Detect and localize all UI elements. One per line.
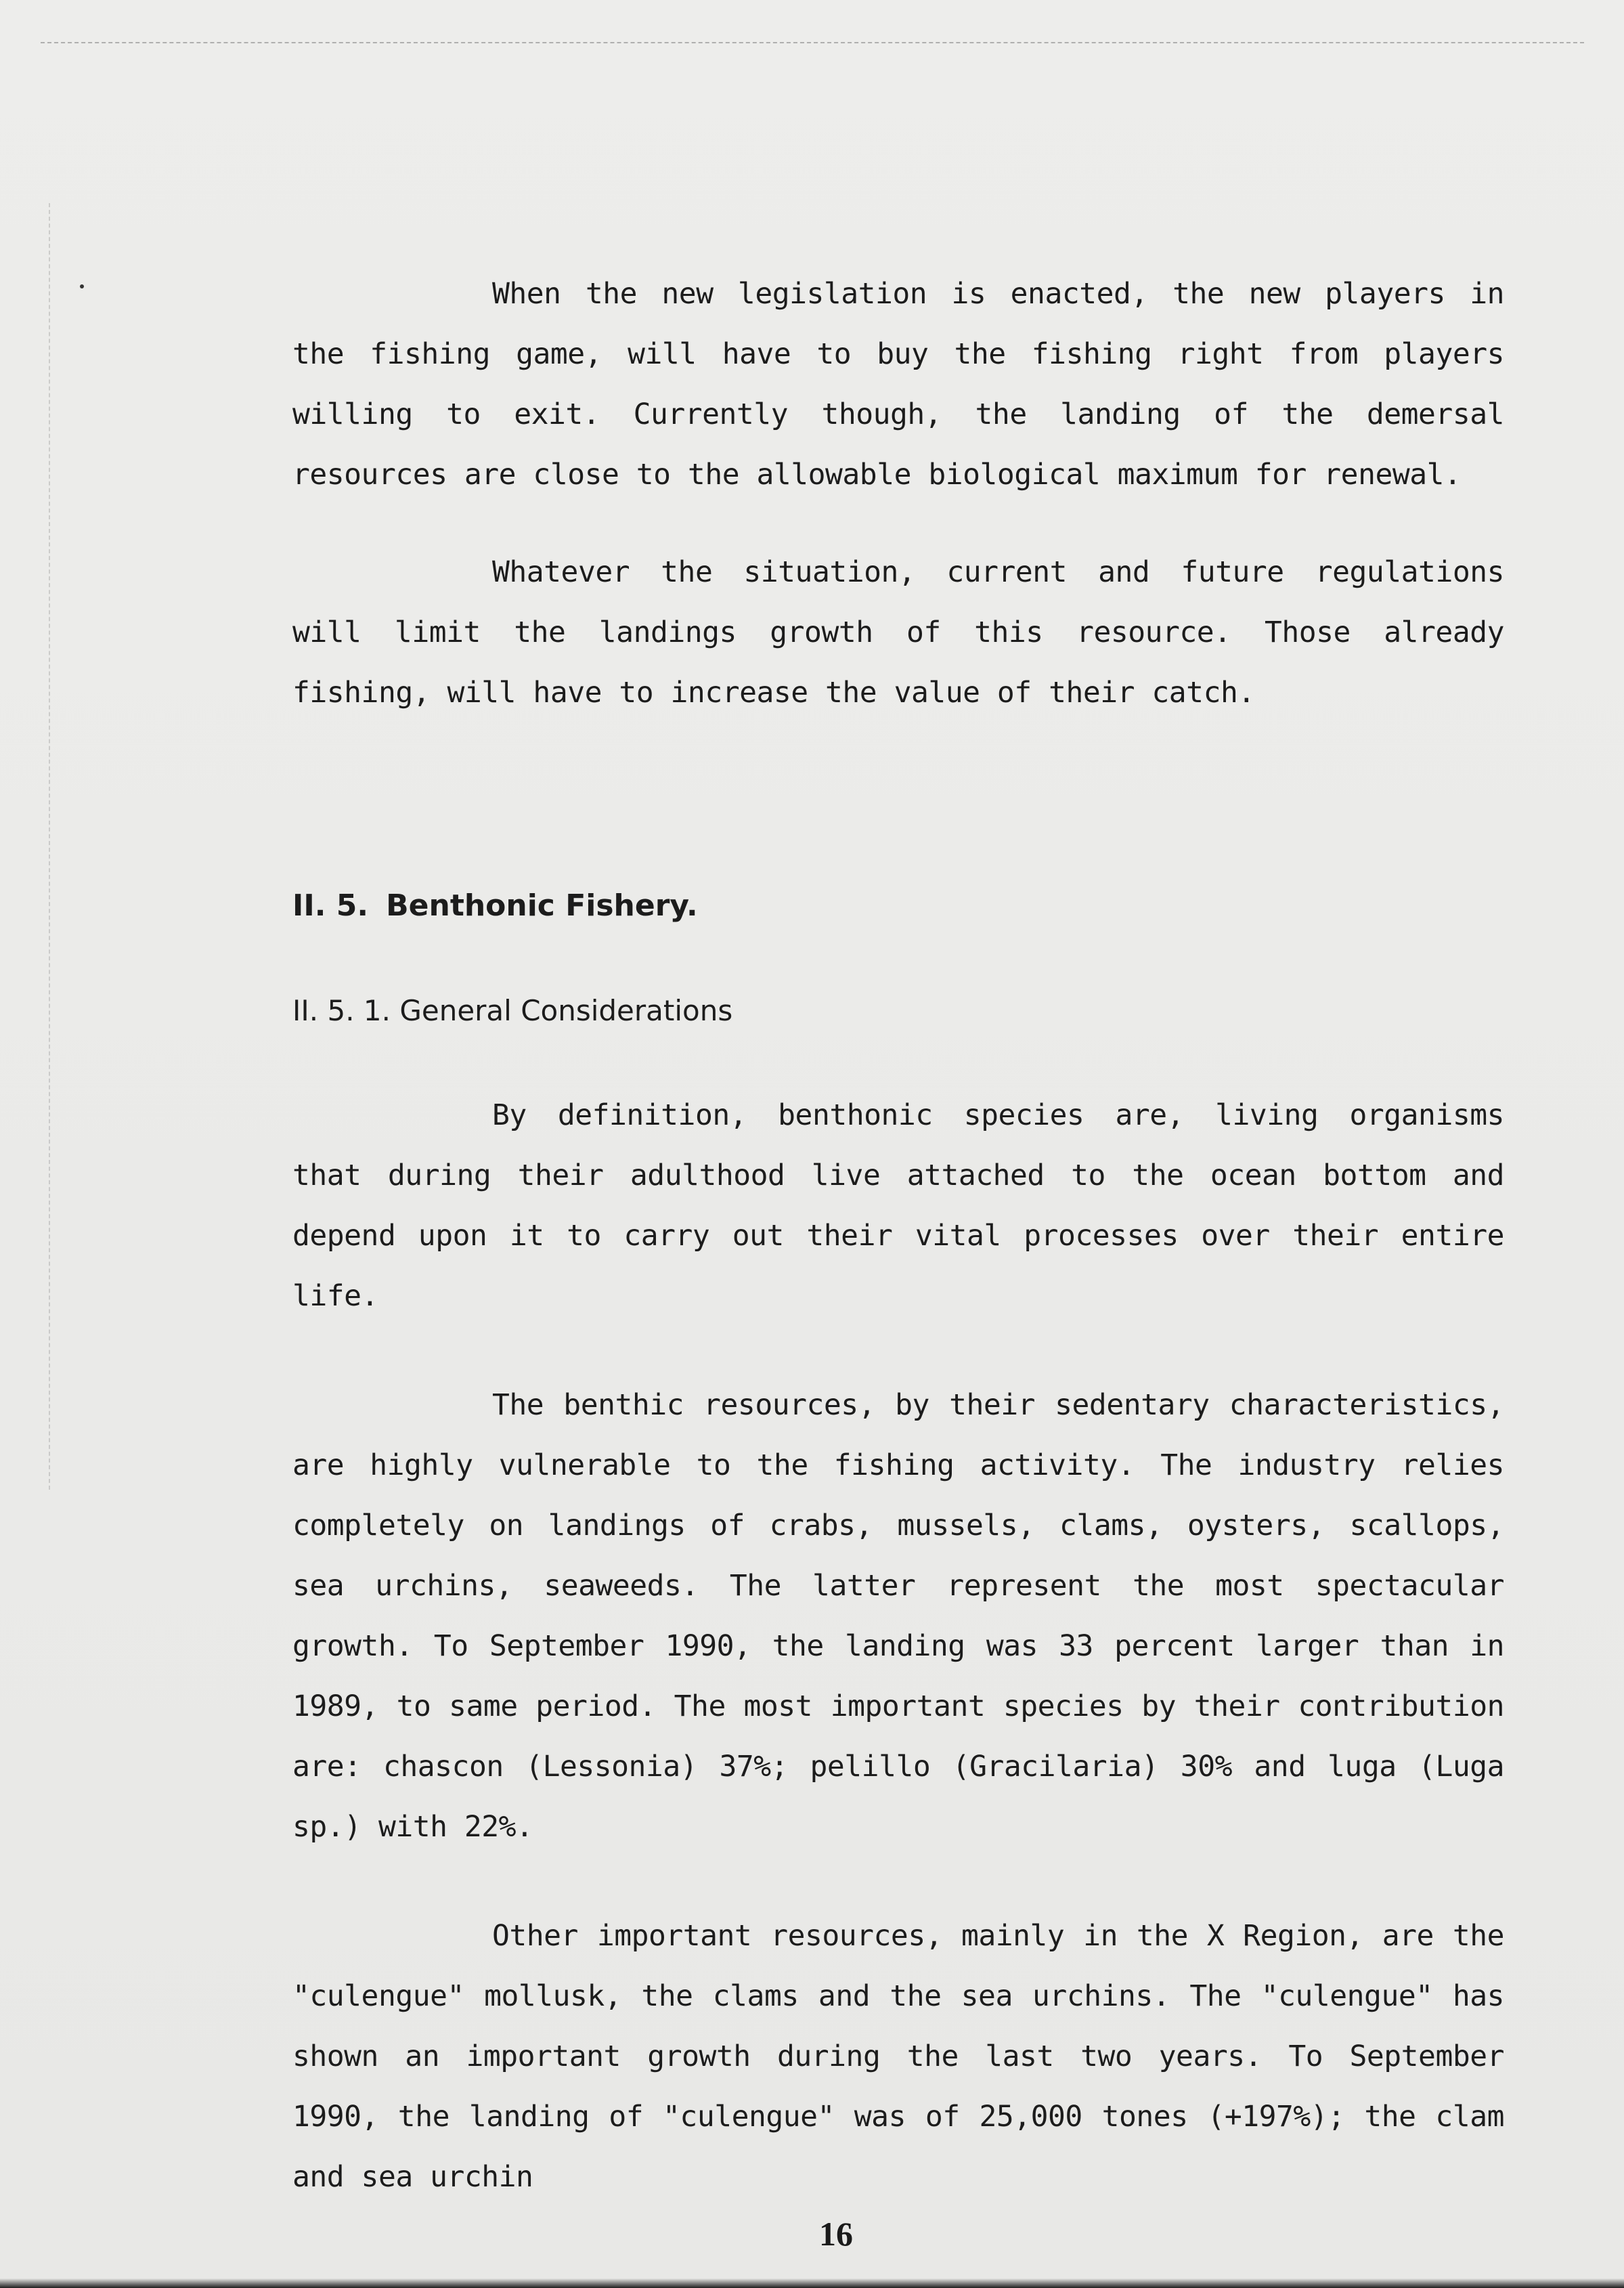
paragraph-other-resources: Other important resources, mainly in the X Region, are the "culengue" mollusk, the clams and the sea urchins. The "culengue" has shown an important growth during the last two years. To September 1990, the landing of "culengue" was of 25,000 tones (+197%); the clam and sea urchin — [292, 1919, 1504, 2194]
margin-dot — [80, 284, 84, 288]
binding-edge-marks — [49, 203, 64, 1490]
section-title: Benthonic Fishery. — [386, 888, 698, 923]
scan-bottom-edge — [0, 2279, 1624, 2288]
body-content — [292, 264, 1504, 2207]
paragraph-definition: By definition, benthonic species are, living organisms that during their adulthood live attached to the ocean bottom and depend upon it to carry out their vital processes over their entire life. — [292, 1098, 1504, 1313]
top-dashed-rule — [41, 42, 1584, 43]
subsection-heading: II. 5. 1. General Considerations — [292, 994, 733, 1027]
paragraph-benthic-resources: The benthic resources, by their sedentary characteristics, are highly vulnerable to the fishing activity. The industry relies completely on landings of crabs, mussels, clams, oysters, scallops, sea urchins, seaweeds. The latter represent the most spectacular growth. To September 1990, the landing was 33 percent larger than in 1989, to same period. The most important species by their contribution are: chascon (Lessonia) 37%; pelillo (Gracilaria) 30% and luga (Luga sp.) with 22%. — [292, 1388, 1504, 1844]
paragraph-legislation: When the new legislation is enacted, the new players in the fishing game, will have to buy the fishing right from players willing to exit. Currently though, the landing of the demersal resources are close to the allowable biological maximum for renewal. — [292, 277, 1504, 492]
paragraph-regulations: Whatever the situation, current and future regulations will limit the landings growth of this resource. Those already fishing, will have to increase the value of their catch. — [292, 555, 1504, 710]
section-number: II. 5. — [292, 888, 369, 923]
section-heading — [292, 886, 1504, 926]
page-number: 16 — [819, 2215, 853, 2253]
